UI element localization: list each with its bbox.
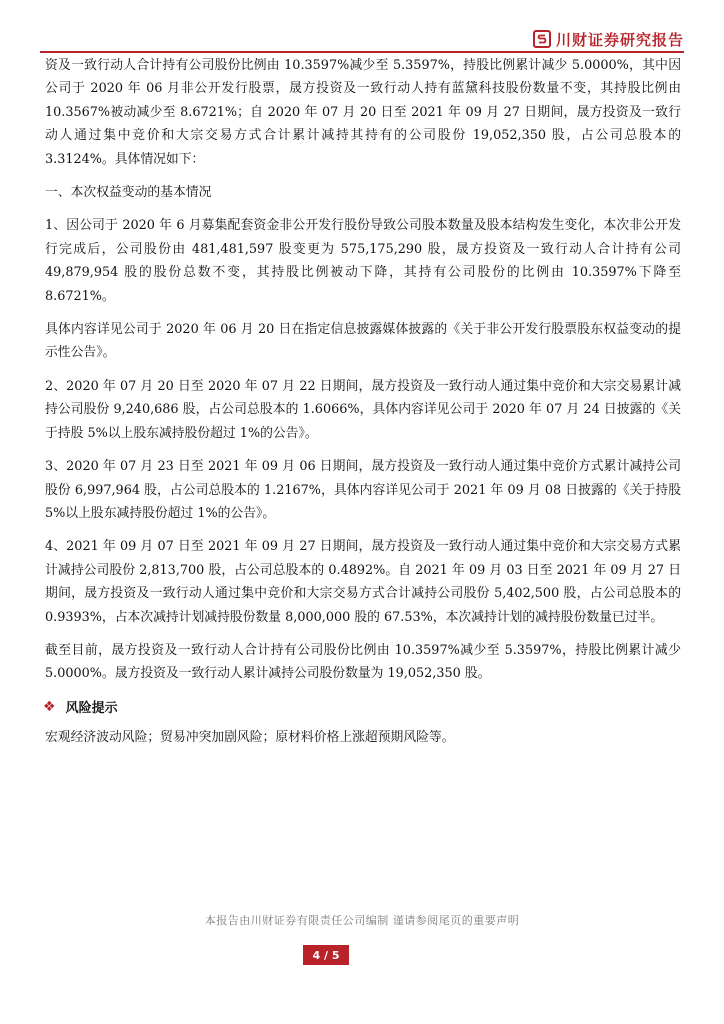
report-body [45, 54, 681, 759]
paragraph-item-4: 4、2021 年 09 月 07 日至 2021 年 09 月 27 日期间，晟方投资及一致行动人通过集中竞价和大宗交易方式累计减持公司股份 2,813,700 股，占公司总股本的 0.4892%。自 2021 年 09 月 03 日至 2021 年 09 月 27 日期间，晟方投资及一致行动人通过集中竞价和大宗交易方式合计减持公司股份 5,402,500 股，占公司总股本的 0.9393%，占本次减持计划减持股份数量 8,000,000 股的 67.53%，本次减持计划的减持股份数量已过半。 [45, 539, 681, 625]
paragraph-item-3: 3、2020 年 07 月 23 日至 2021 年 09 月 06 日期间，晟方投资及一致行动人通过集中竞价方式累计减持公司股份 6,997,964 股，占公司总股本的 1.2167%，具体内容详见公司于 2021 年 09 月 08 日披露的《关于持股 5%以上股东减持股份超过 1%的公告》。 [45, 459, 681, 521]
risk-heading [43, 696, 681, 718]
diamond-bullet-icon: ❖ [43, 698, 56, 715]
paragraph-item-2: 2、2020 年 07 月 20 日至 2020 年 07 月 22 日期间，晟方投资及一致行动人通过集中竞价和大宗交易累计减持公司股份 9,240,686 股，占公司总股本的 1.6066%，具体内容详见公司于 2020 年 07 月 24 日披露的《关于持股 5%以上股东减持股份超过 1%的公告》。 [45, 378, 681, 441]
header-divider [40, 51, 684, 53]
page-number-badge: 4 / 5 [303, 945, 349, 965]
paragraph-intro: 资及一致行动人合计持有公司股份比例由 10.3597%减少至 5.3597%，持股比例累计减少 5.0000%，其中因公司于 2020 年 06 月非公开发行股票，晟方投资及一致行动人持有蓝黛科技股份数量不变，其持股比例由 10.3567%被动减少至 8.6721%；自 2020 年 07 月 20 日至 2021 年 09 月 27 日期间，晟方投资及一致行动人通过集中竞价和大宗交易方式合计累计减持其持有的公司股份 19,052,350 股，占公司总股本的 3.3124%。具体情况如下： [45, 58, 681, 167]
risk-text: 宏观经济波动风险；贸易冲突加剧风险；原材料价格上涨超预期风险等。 [45, 729, 455, 745]
paragraph-summary: 截至目前，晟方投资及一致行动人合计持有公司股份比例由 10.3597%减少至 5.3597%，持股比例累计减少 5.0000%。晟方投资及一致行动人累计减持公司股份数量为 19,052,350 股。 [45, 642, 681, 682]
paragraph-item-1: 1、因公司于 2020 年 6 月募集配套资金非公开发行股份导致公司股本数量及股本结构发生变化，本次非公开发行完成后，公司股份由 481,481,597 股变更为 575,175,290 股，晟方投资及一致行动人合计持有公司 49,879,954 股的股份总数不变，其持股比例被动下降，其持有公司股份的比例由 10.3597%下降至 8.6721%。 [45, 218, 681, 304]
paragraph-item-1-reference: 具体内容详见公司于 2020 年 06 月 20 日在指定信息披露媒体披露的《关于非公开发行股票股东权益变动的提示性公告》。 [45, 322, 681, 361]
risk-heading-label: 风险提示 [65, 701, 118, 717]
report-header [533, 28, 684, 50]
company-logo-icon [533, 30, 551, 48]
report-series-title: 川财证券研究报告 [555, 30, 684, 49]
section-heading: 一、本次权益变动的基本情况 [45, 185, 212, 201]
footer-disclaimer: 本报告由川财证券有限责任公司编制 谨请参阅尾页的重要声明 [204, 914, 520, 927]
